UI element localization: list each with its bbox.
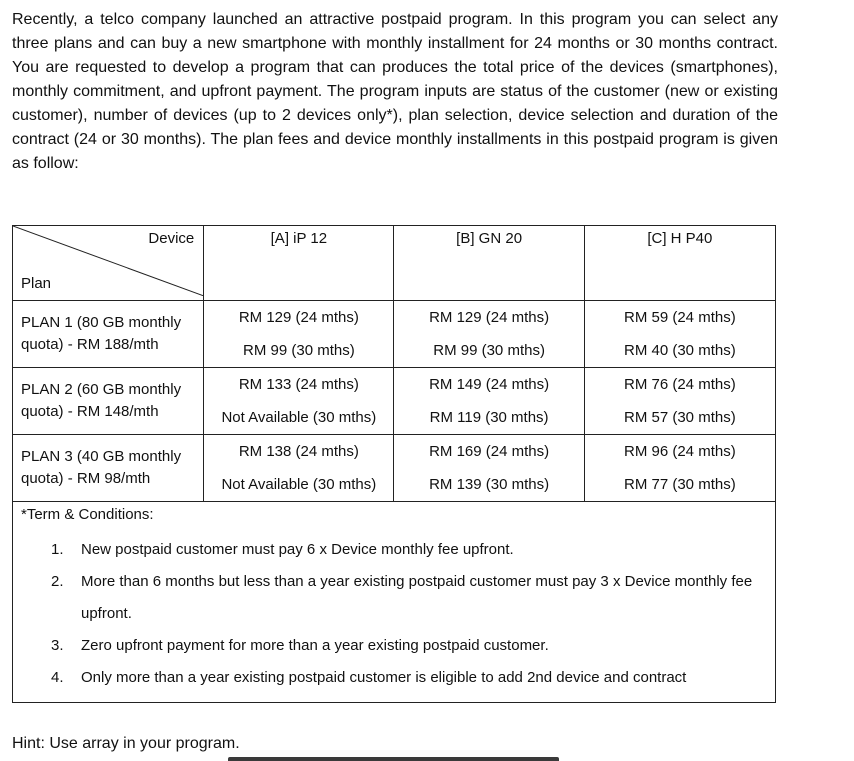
plan-fee-table [12,225,776,703]
terms-item [13,566,775,630]
price-24-mths: RM 138 (24 mths) [238,443,359,460]
price-30-mths: RM 99 (30 mths) [243,342,355,359]
price-30-mths: Not Available (30 mths) [221,476,377,493]
plan-2-device-a-price [204,368,394,435]
plan-1-name-line2: quota) - RM 188/mth [21,336,159,353]
intro-paragraph: Recently, a telco company launched an attractive postpaid program. In this program you can select any three plans and can buy a new smartphone with monthly installment for 24 months or 30 months contract. You are requested to develop a program that can produces the total price of the devices (smartphones), monthly commitment, and upfront payment. The program inputs are status of the customer (new or existing customer), number of devices (up to 2 devices only*), plan selection, device selection and duration of the contract (24 or 30 months). The plan fees and device monthly installments in this postpaid program is given as follow: [12,11,778,172]
plan-1-name [13,301,204,368]
terms-item [13,662,775,694]
price-30-mths: RM 57 (30 mths) [624,409,736,426]
plan-3-name [13,435,204,502]
terms-item-text: Zero upfront payment for more than a year existing postpaid customer. [81,637,549,654]
plan-1-name-line1: PLAN 1 (80 GB monthly [21,314,182,331]
price-30-mths: RM 139 (30 mths) [429,476,550,493]
plan-2-name-line1: PLAN 2 (60 GB monthly [21,381,182,398]
device-header-b: [B] GN 20 [394,226,584,301]
price-30-mths: RM 99 (30 mths) [433,342,545,359]
table-row-plan-1 [13,301,776,368]
table-row-plan-3 [13,435,776,502]
price-24-mths: RM 129 (24 mths) [429,309,550,326]
plan-1-device-b-price [394,301,584,368]
terms-item-text: Only more than a year existing postpaid customer is eligible to add 2nd device and contract [81,669,687,686]
price-24-mths: RM 76 (24 mths) [624,376,736,393]
table-header-row [13,226,776,301]
terms-row [13,502,776,703]
terms-item-number: 1. [51,541,64,558]
bottom-scroll-bar [228,757,559,761]
terms-item-text: New postpaid customer must pay 6 x Device monthly fee upfront. [81,541,514,558]
plan-3-device-a-price [204,435,394,502]
hint-text: Hint: Use array in your program. [12,735,240,752]
plan-1-device-c-price [584,301,775,368]
plan-2-device-b-price [394,368,584,435]
terms-item-number: 3. [51,637,64,654]
corner-cell [13,226,204,301]
plan-3-name-line2: quota) - RM 98/mth [21,470,151,487]
terms-item [13,630,775,662]
terms-title: *Term & Conditions: [21,506,154,523]
terms-item [13,534,775,566]
price-24-mths: RM 129 (24 mths) [238,309,359,326]
price-30-mths: RM 119 (30 mths) [429,409,549,426]
plan-2-device-c-price [584,368,775,435]
device-header-c: [C] H P40 [584,226,775,301]
device-header-a: [A] iP 12 [204,226,394,301]
price-24-mths: RM 149 (24 mths) [429,376,550,393]
price-30-mths: RM 77 (30 mths) [624,476,736,493]
plan-3-device-c-price [584,435,775,502]
price-30-mths: RM 40 (30 mths) [624,342,736,359]
device-axis-label: Device [148,230,195,247]
price-24-mths: RM 59 (24 mths) [624,309,736,326]
plan-3-device-b-price [394,435,584,502]
terms-cell [13,502,776,703]
plan-axis-label: Plan [21,275,52,292]
terms-item-number: 2. [51,573,64,590]
plan-2-name-line2: quota) - RM 148/mth [21,403,159,420]
table-row-plan-2 [13,368,776,435]
price-30-mths: Not Available (30 mths) [221,409,377,426]
plan-1-device-a-price [204,301,394,368]
terms-list [13,534,775,694]
plan-2-name [13,368,204,435]
terms-item-number: 4. [51,669,64,686]
price-24-mths: RM 96 (24 mths) [624,443,736,460]
plan-3-name-line1: PLAN 3 (40 GB monthly [21,448,182,465]
terms-item-text: More than 6 months but less than a year existing postpaid customer must pay 3 x Device monthly fee upfront. [81,573,753,622]
price-24-mths: RM 133 (24 mths) [238,376,359,393]
price-24-mths: RM 169 (24 mths) [429,443,550,460]
